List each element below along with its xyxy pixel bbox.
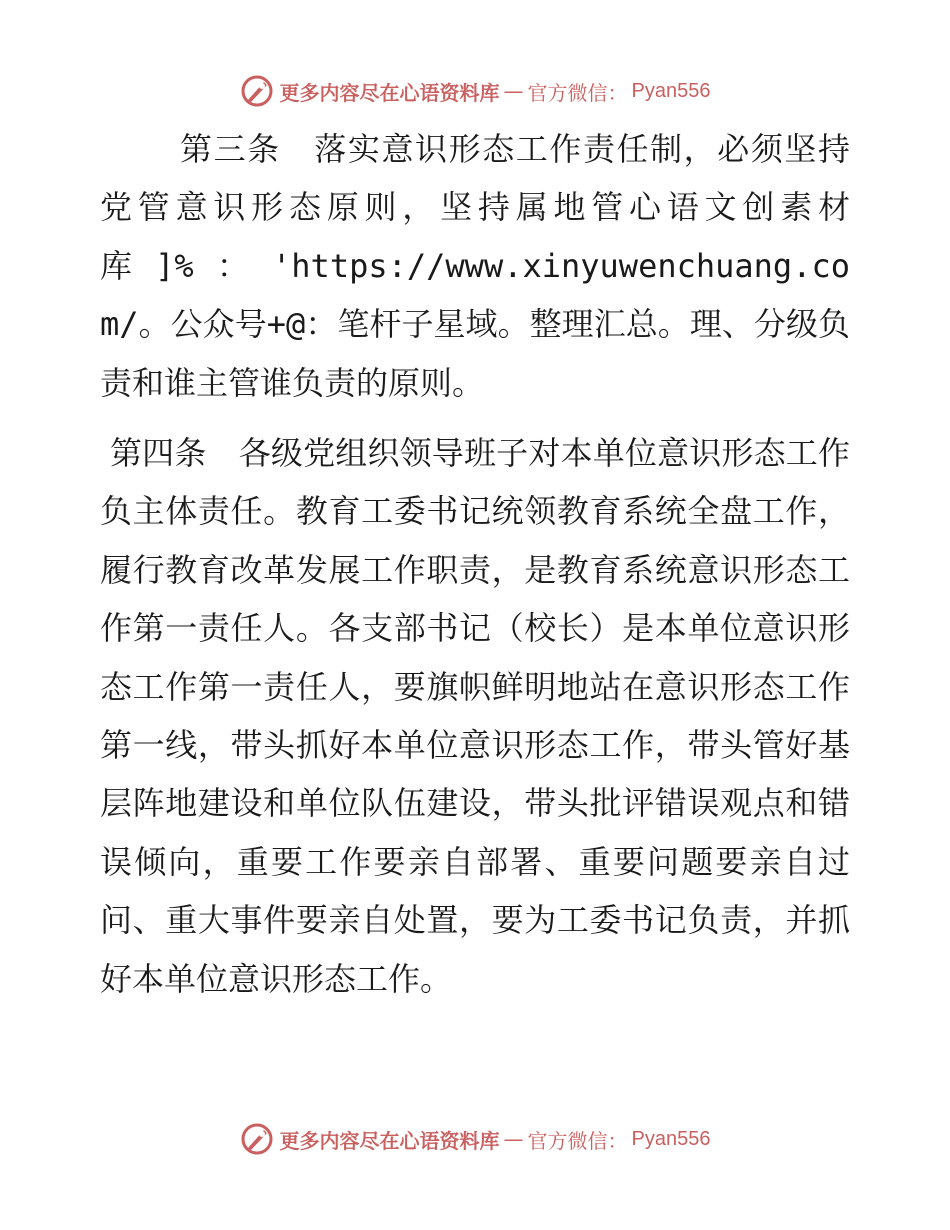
header-dash: —: [503, 79, 524, 103]
footer-wechat-id: Pyan556: [631, 1127, 711, 1150]
document-body: [100, 120, 850, 1008]
paragraph-article-3: 第三条 落实意识形态工作责任制，必须坚持党管意识形态原则，坚持属地管心语文创素材库]%：'https://www.xinyuwenchuang.com/。公众号+@：笔杆子星域。整理汇总。理、分级负责和谁主管谁负责的原则。: [100, 130, 850, 402]
footer-wechat-label: 官方微信：: [527, 1128, 628, 1153]
paragraph-article-4: 第四条 各级党组织领导班子对本单位意识形态工作负主体责任。教育工委书记统领教育系统全盘工作，履行教育改革发展工作职责，是教育系统意识形态工作第一责任人。各支部书记（校长）是本单位意识形态工作第一责任人，要旗帜鲜明地站在意识形态工作第一线，带头抓好本单位意识形态工作，带头管好基层阵地建设和单位队伍建设，带头批评错误观点和错误倾向，重要工作要亲自部署、重要问题要亲自过问、重大事件要亲自处置，要为工委书记负责，并抓好本单位意识形态工作。: [100, 434, 850, 998]
quill-logo-icon: [240, 74, 274, 108]
footer-banner: [0, 1117, 950, 1161]
header-wechat-label: 官方微信：: [527, 80, 628, 105]
quill-logo-icon: [240, 1122, 274, 1156]
footer-title: 更多内容尽在心语资料库: [279, 1128, 500, 1153]
header-title: 更多内容尽在心语资料库: [279, 80, 500, 105]
footer-dash: —: [503, 1127, 524, 1151]
header-banner: [0, 69, 950, 113]
header-wechat-id: Pyan556: [631, 79, 711, 102]
